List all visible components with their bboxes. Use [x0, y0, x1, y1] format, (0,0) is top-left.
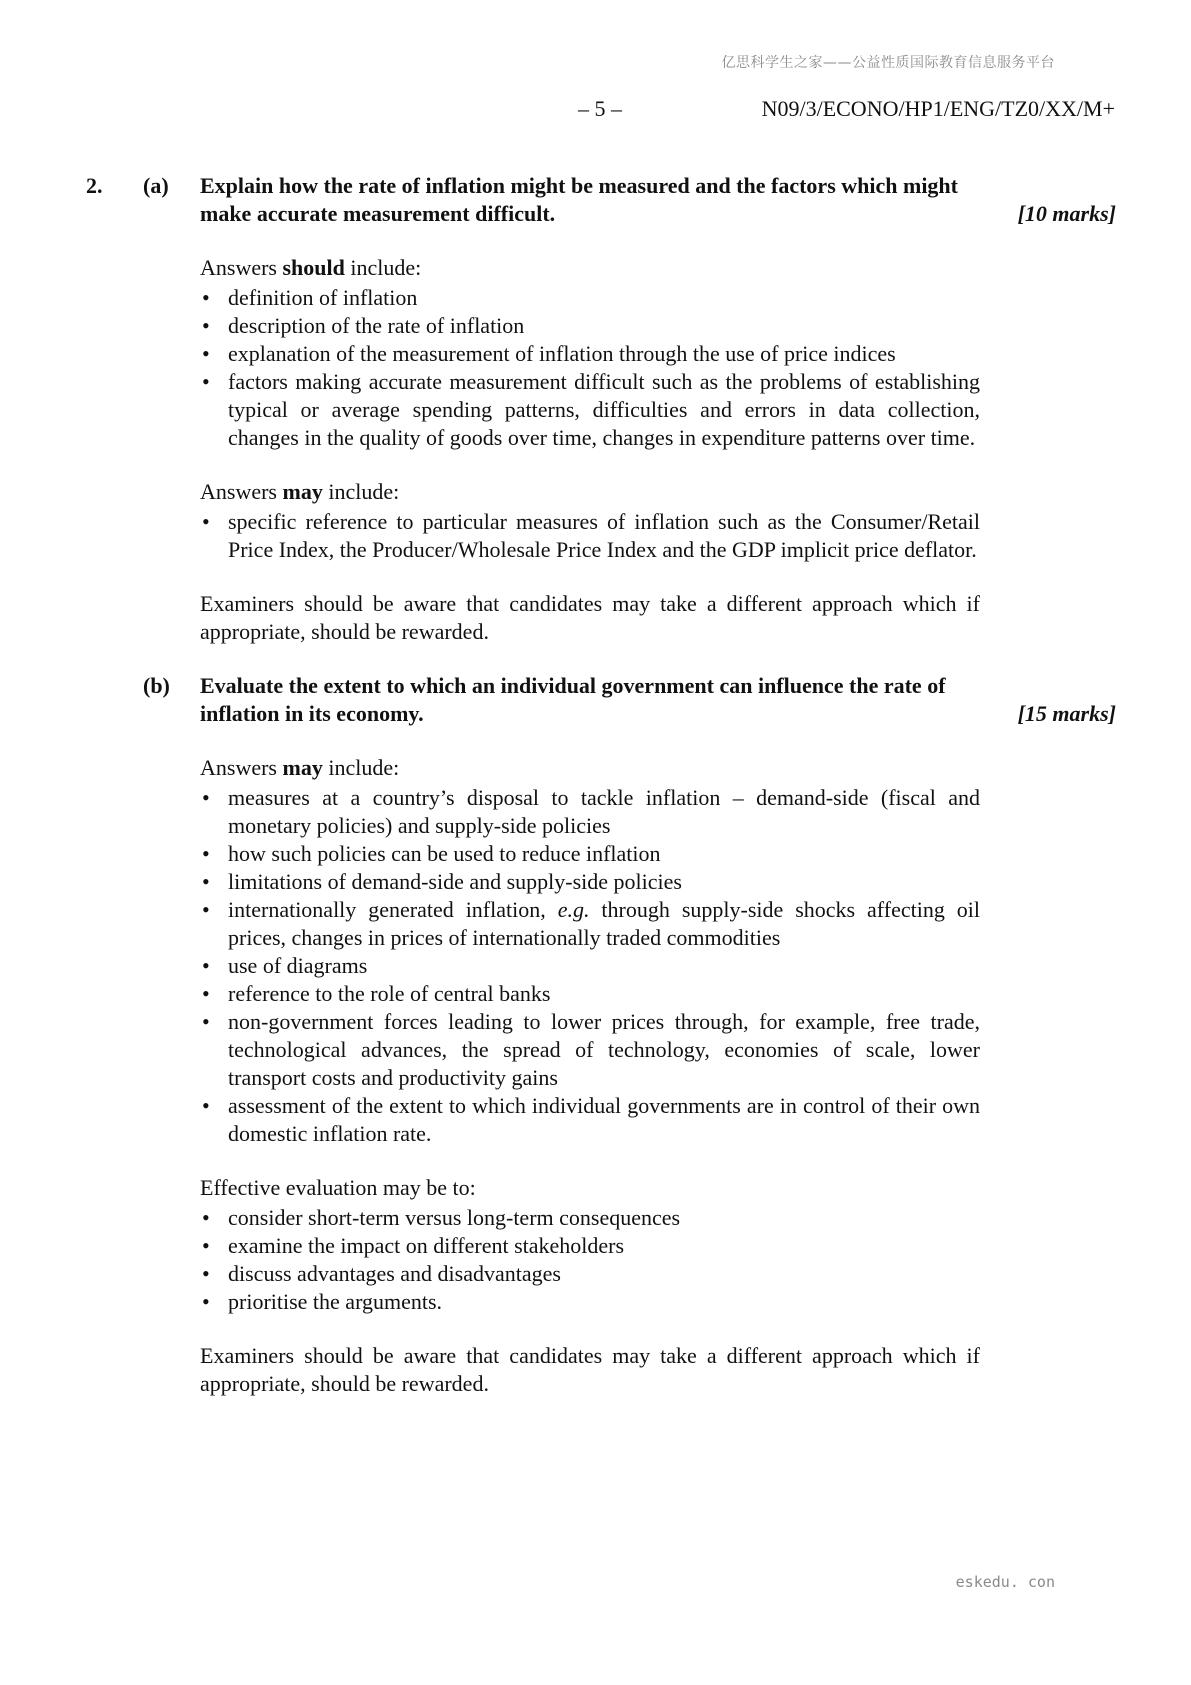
list-item: • reference to the role of central banks — [200, 980, 980, 1008]
list-item: • examine the impact on different stakeholders — [200, 1232, 980, 1260]
part-a-header — [86, 172, 1116, 228]
list-item: • prioritise the arguments. — [200, 1288, 980, 1316]
header-watermark: 亿思科学生之家——公益性质国际教育信息服务平台 — [721, 55, 1055, 71]
part-b-header — [86, 672, 1116, 728]
list-item: • consider short-term versus long-term consequences — [200, 1204, 980, 1232]
part-b-label: (b) — [143, 673, 170, 698]
part-a-should-intro: Answers should include: — [200, 255, 422, 280]
list-item: • factors making accurate measurement difficult such as the problems of establishing typical or average spending patterns, difficulties and errors in data collection, changes in the quality of goods over time, changes in expenditure patterns over time. — [200, 368, 980, 452]
question-number: 2. — [86, 173, 103, 198]
list-item: • assessment of the extent to which individual governments are in control of their own domestic inflation rate. — [200, 1092, 980, 1148]
list-item: • measures at a country’s disposal to tackle inflation – demand-side (fiscal and monetary policies) and supply-side policies — [200, 784, 980, 840]
page-number: – 5 – — [578, 96, 622, 121]
part-a-marks: [10 marks] — [1017, 201, 1116, 226]
part-b-may-intro: Answers may include: — [200, 755, 400, 780]
part-b-evaluation-intro: Effective evaluation may be to: — [200, 1175, 476, 1200]
part-b-examiner-note: Examiners should be aware that candidates may take a different approach which if appropriate, should be rewarded. — [200, 1343, 980, 1396]
list-item: • limitations of demand-side and supply-side policies — [200, 868, 980, 896]
part-b-marks: [15 marks] — [1017, 701, 1116, 726]
part-a-prompt: Explain how the rate of inflation might be measured and the factors which might make accurate measurement difficult. — [200, 173, 958, 226]
list-item: • non-government forces leading to lower prices through, for example, free trade, technological advances, the spread of technology, economies of scale, lower transport costs and productivity gains — [200, 1008, 980, 1092]
list-item: • explanation of the measurement of inflation through the use of price indices — [200, 340, 980, 368]
document-code: N09/3/ECONO/HP1/ENG/TZ0/XX/M+ — [761, 96, 1115, 121]
part-a-examiner-note: Examiners should be aware that candidates may take a different approach which if appropriate, should be rewarded. — [200, 591, 980, 644]
list-item: • how such policies can be used to reduce inflation — [200, 840, 980, 868]
list-item: • internationally generated inflation, e.g. through supply-side shocks affecting oil prices, changes in prices of internationally traded commodities — [200, 896, 980, 952]
part-a-may-list — [200, 508, 980, 564]
part-b-may-list — [200, 784, 980, 1148]
markscheme-content — [86, 172, 1116, 1398]
part-a-may-intro: Answers may include: — [200, 479, 400, 504]
part-b-prompt: Evaluate the extent to which an individual government can influence the rate of inflation in its economy. — [200, 673, 946, 726]
list-item: • description of the rate of inflation — [200, 312, 980, 340]
list-item: • definition of inflation — [200, 284, 980, 312]
part-a-label: (a) — [143, 173, 169, 198]
footer-watermark: eskedu. con — [955, 1573, 1055, 1591]
part-a-should-list — [200, 284, 980, 452]
list-item: • specific reference to particular measures of inflation such as the Consumer/Retail Price Index, the Producer/Wholesale Price Index and the GDP implicit price deflator. — [200, 508, 980, 564]
part-b-evaluation-list — [200, 1204, 980, 1316]
list-item: • use of diagrams — [200, 952, 980, 980]
list-item: • discuss advantages and disadvantages — [200, 1260, 980, 1288]
